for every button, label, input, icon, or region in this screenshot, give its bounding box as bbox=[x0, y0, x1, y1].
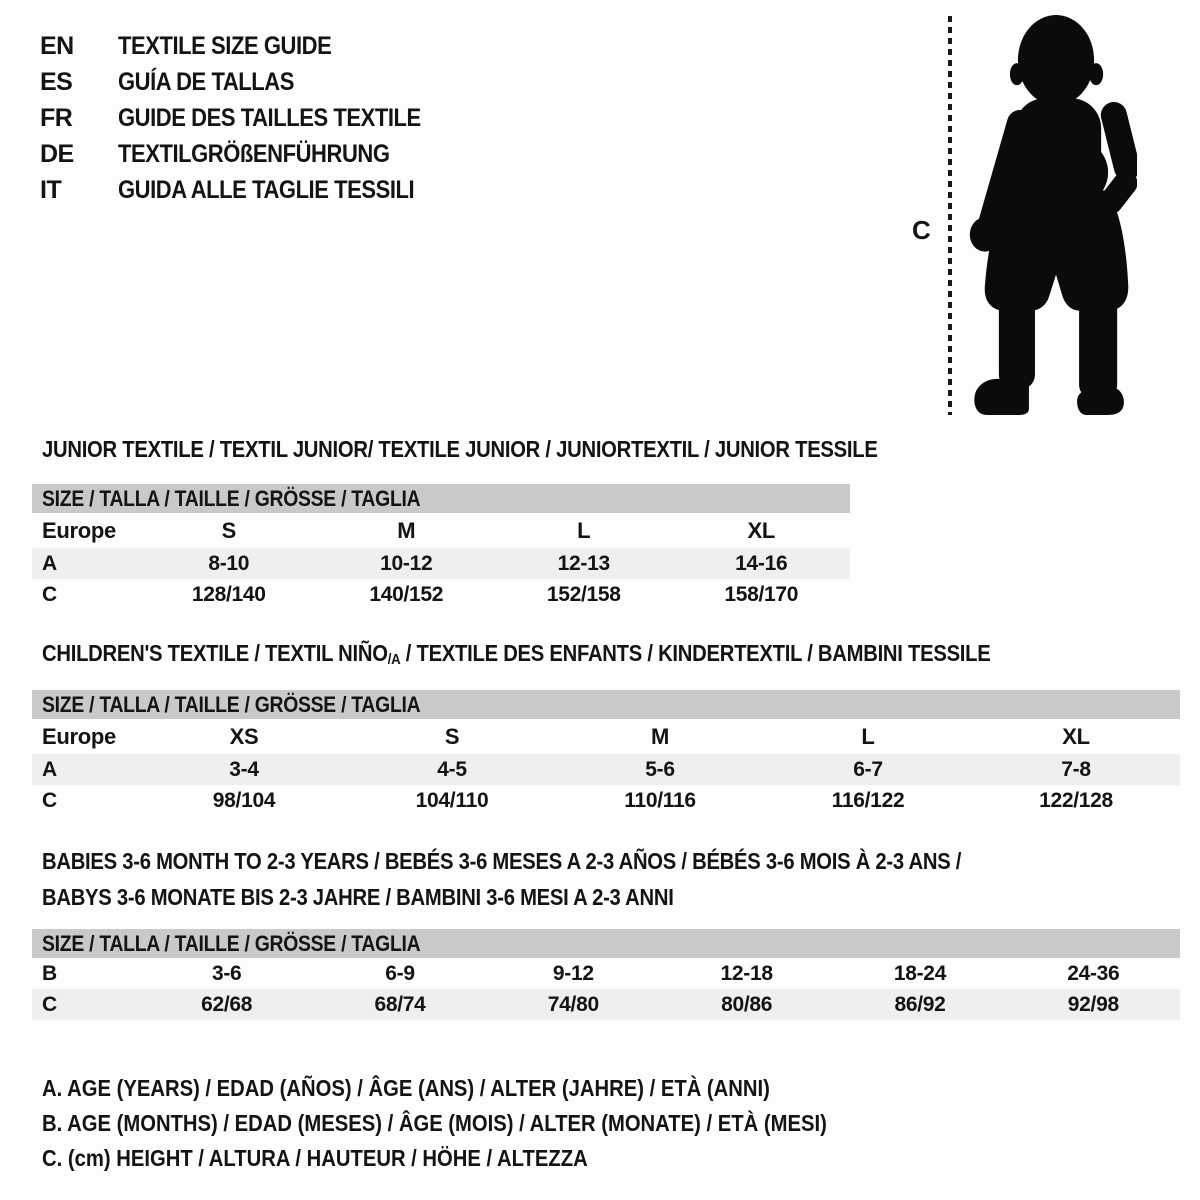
language-code: FR bbox=[40, 103, 73, 132]
language-code: IT bbox=[40, 175, 62, 204]
size-value: 8-10 bbox=[208, 551, 250, 575]
size-value: 9-12 bbox=[552, 961, 594, 985]
junior-size-table bbox=[32, 484, 850, 610]
size-header-row bbox=[32, 690, 1180, 719]
size-value: 6-9 bbox=[385, 961, 415, 985]
size-value: L bbox=[861, 723, 875, 749]
guide-title-text: GUIDE DES TAILLES TEXTILE bbox=[118, 103, 421, 132]
size-value: M bbox=[650, 723, 670, 749]
guide-title-text: TEXTILE SIZE GUIDE bbox=[118, 31, 332, 60]
row-label: B bbox=[42, 961, 57, 985]
measure-legend bbox=[42, 1071, 934, 1176]
size-header-row bbox=[32, 484, 850, 513]
language-row bbox=[40, 136, 462, 172]
size-value: M bbox=[397, 517, 416, 543]
language-row bbox=[40, 64, 462, 100]
size-value: XL bbox=[1062, 723, 1090, 749]
legend-age-months: B. AGE (MONTHS) / EDAD (MESES) / ÂGE (MOIS) / ALTER (MONATE) / ETÀ (MESI) bbox=[42, 1110, 827, 1136]
size-value: 12-13 bbox=[557, 551, 610, 575]
children-title-post: / TEXTILE DES ENFANTS / KINDERTEXTIL / BAMBINI TESSILE bbox=[400, 640, 991, 666]
language-code: DE bbox=[40, 139, 74, 168]
size-value: 98/104 bbox=[212, 788, 276, 812]
size-value: 116/122 bbox=[831, 788, 905, 812]
legend-height-cm: C. (cm) HEIGHT / ALTURA / HAUTEUR / HÖHE / ALTEZZA bbox=[42, 1145, 588, 1171]
size-value: 62/68 bbox=[201, 992, 253, 1016]
size-value: 4-5 bbox=[437, 757, 467, 781]
size-value: 7-8 bbox=[1061, 757, 1091, 781]
size-header-bar bbox=[32, 929, 1180, 958]
size-value: 86/92 bbox=[894, 992, 946, 1016]
size-value: 3-4 bbox=[229, 757, 259, 781]
babies-section-title bbox=[42, 843, 1087, 915]
children-title-subscript: /A bbox=[387, 651, 401, 668]
size-value: 74/80 bbox=[547, 992, 599, 1016]
row-label: Europe bbox=[42, 517, 116, 543]
size-value: 3-6 bbox=[211, 961, 242, 985]
row-label: A bbox=[42, 757, 57, 781]
language-code: ES bbox=[40, 67, 73, 96]
guide-title-text: GUIDA ALLE TAGLIE TESSILI bbox=[118, 175, 415, 204]
children-size-table bbox=[32, 690, 1180, 816]
children-section-title-text bbox=[42, 640, 991, 667]
row-label: C bbox=[42, 788, 57, 812]
table-row-europe bbox=[32, 513, 850, 548]
table-row-c bbox=[32, 579, 850, 610]
size-value: 6-7 bbox=[853, 757, 883, 781]
children-title-pre: CHILDREN'S TEXTILE / TEXTIL NIÑO bbox=[42, 640, 388, 666]
size-value: S bbox=[221, 517, 236, 543]
row-label: A bbox=[42, 551, 57, 575]
size-value: 140/152 bbox=[369, 582, 444, 606]
size-header-text: SIZE / TALLA / TAILLE / GRÖSSE / TAGLIA bbox=[42, 485, 421, 511]
table-row-c bbox=[32, 785, 1180, 816]
size-value: S bbox=[444, 723, 460, 749]
size-value: 68/74 bbox=[374, 992, 426, 1016]
size-value: 24-36 bbox=[1067, 961, 1120, 985]
table-row-europe bbox=[32, 719, 1180, 754]
size-value: 122/128 bbox=[1039, 788, 1113, 812]
table-row-a bbox=[32, 754, 1180, 785]
language-row bbox=[40, 172, 462, 208]
language-title-list bbox=[40, 28, 462, 208]
legend-age-years: A. AGE (YEARS) / EDAD (AÑOS) / ÂGE (ANS) / ALTER (JAHRE) / ETÀ (ANNI) bbox=[42, 1075, 770, 1101]
size-header-bar bbox=[32, 690, 1180, 719]
junior-section-title bbox=[42, 436, 992, 463]
babies-size-table-mount bbox=[32, 929, 1180, 1020]
table-row-b bbox=[32, 958, 1180, 989]
size-header-bar bbox=[32, 484, 850, 513]
babies-size-table bbox=[32, 929, 1180, 1020]
babies-title-line1: BABIES 3-6 MONTH TO 2-3 YEARS / BEBÉS 3-6 MESES A 2-3 AÑOS / BÉBÉS 3-6 MOIS À 2-3 ANS / bbox=[42, 848, 962, 874]
junior-section-title-text: JUNIOR TEXTILE / TEXTIL JUNIOR/ TEXTILE JUNIOR / JUNIORTEXTIL / JUNIOR TESSILE bbox=[42, 436, 878, 462]
size-value: L bbox=[577, 517, 591, 543]
size-value: 104/110 bbox=[415, 788, 489, 812]
language-code: EN bbox=[40, 31, 74, 60]
size-value: XL bbox=[747, 517, 775, 543]
size-value: 5-6 bbox=[645, 757, 675, 781]
size-value: 128/140 bbox=[191, 582, 266, 606]
size-value: 158/170 bbox=[724, 582, 799, 606]
row-label: Europe bbox=[42, 723, 116, 749]
language-row bbox=[40, 28, 462, 64]
height-measure-label: C bbox=[912, 215, 931, 245]
table-row-a bbox=[32, 548, 850, 579]
row-label: C bbox=[42, 582, 57, 606]
size-value: 10-12 bbox=[380, 551, 433, 575]
children-section-title bbox=[42, 640, 1120, 667]
size-value: 14-16 bbox=[735, 551, 788, 575]
size-value: 92/98 bbox=[1067, 992, 1119, 1016]
guide-title-text: GUÍA DE TALLAS bbox=[118, 67, 294, 96]
size-value: 152/158 bbox=[546, 582, 621, 606]
size-header-text: SIZE / TALLA / TAILLE / GRÖSSE / TAGLIA bbox=[42, 930, 421, 956]
language-row bbox=[40, 100, 462, 136]
size-header-row bbox=[32, 929, 1180, 958]
babies-title-line2: BABYS 3-6 MONATE BIS 2-3 JAHRE / BAMBINI 3-6 MESI A 2-3 ANNI bbox=[42, 884, 674, 910]
size-header-text: SIZE / TALLA / TAILLE / GRÖSSE / TAGLIA bbox=[42, 691, 421, 717]
children-size-table-mount bbox=[32, 690, 1180, 816]
size-value: 80/86 bbox=[721, 992, 773, 1016]
guide-title-text: TEXTILGRÖßENFÜHRUNG bbox=[118, 139, 390, 168]
size-value: XS bbox=[229, 723, 259, 749]
table-row-c bbox=[32, 989, 1180, 1020]
toddler-silhouette-icon bbox=[963, 12, 1137, 418]
height-measure-dotted-line bbox=[948, 16, 952, 415]
size-value: 12-18 bbox=[720, 961, 773, 985]
row-label: C bbox=[42, 992, 57, 1016]
size-value: 18-24 bbox=[893, 961, 947, 985]
size-value: 110/116 bbox=[624, 788, 696, 812]
junior-size-table-mount bbox=[32, 484, 850, 610]
